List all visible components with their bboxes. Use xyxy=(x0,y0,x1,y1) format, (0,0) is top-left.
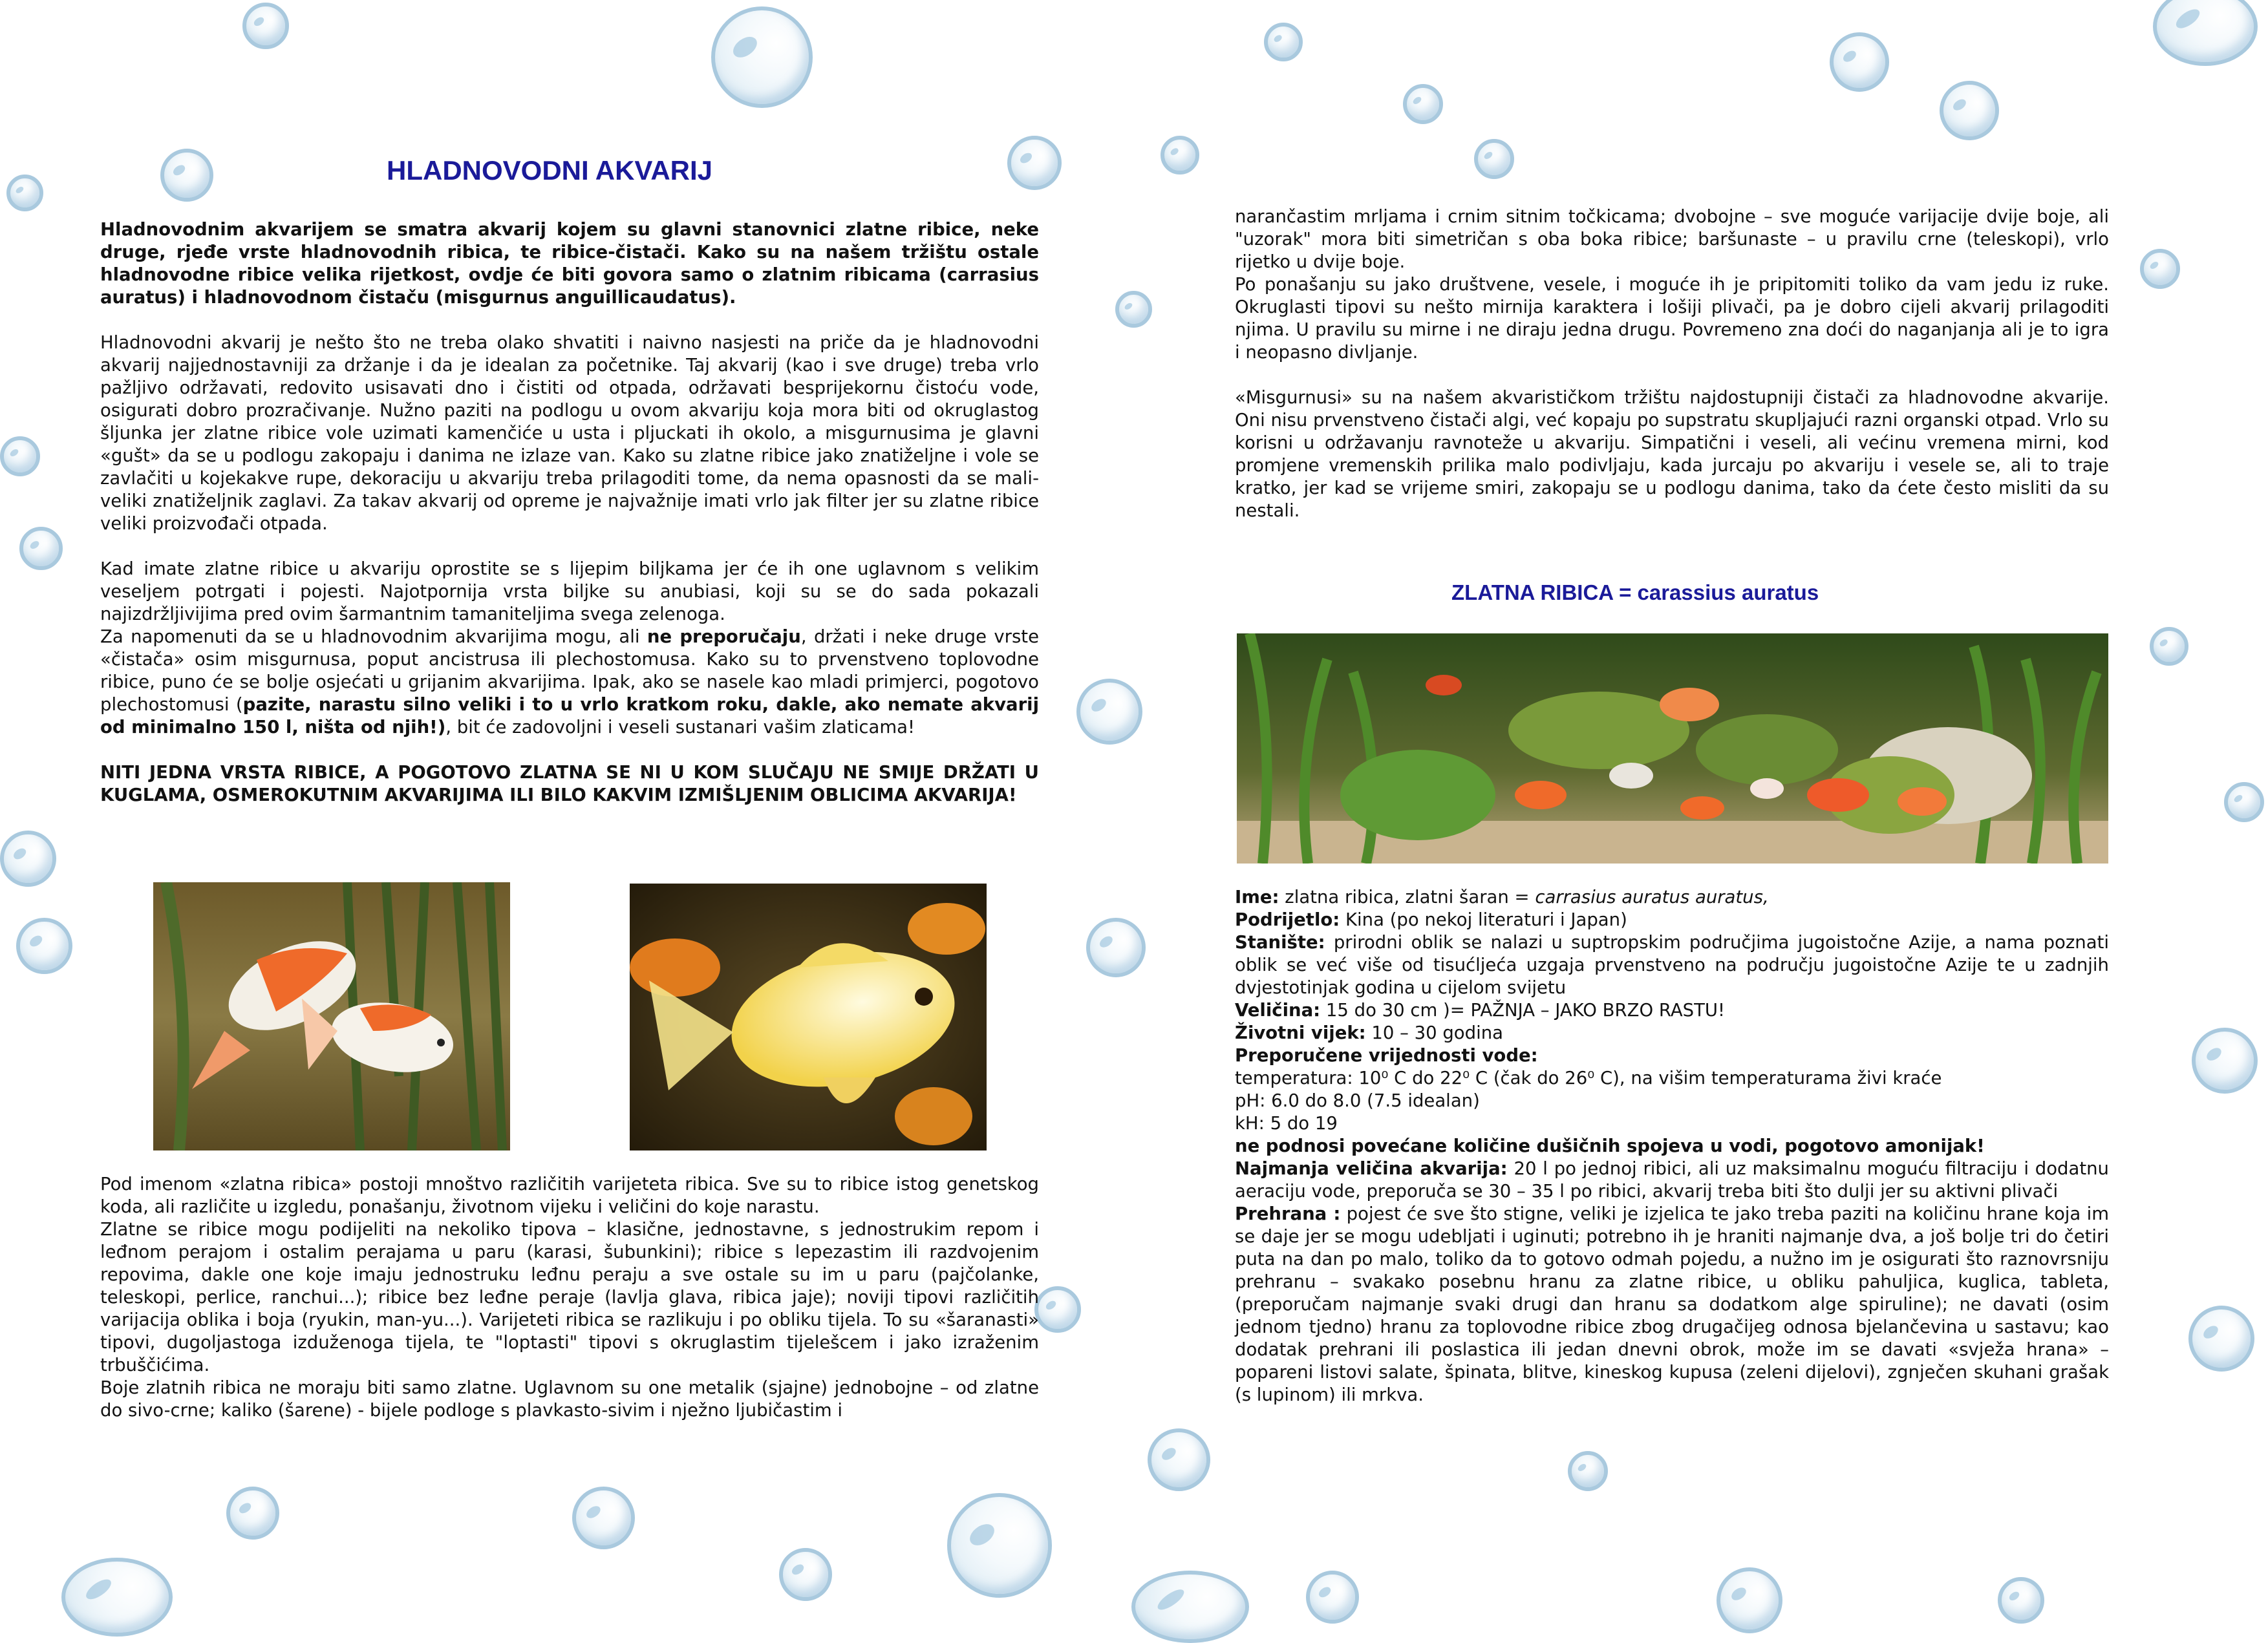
emphasis: pazite, narastu silno veliki i to u vrlo kratkom roku, dakle, ako nemate akvarij od minimalno 150 l, ništa od njih!) xyxy=(100,694,1039,737)
bubble xyxy=(1568,1451,1608,1491)
text-run: , držati i neke druge vrste «čistača» osim misgurnusa, poput ancistrusa ili plechostomusa. Kako su to prvenstveno toplovodne ribice, puno će se bolje osjećati u grijanim akvarijima. Ipak, ako se nasele kao mladi primjerci, pogotovo plechostomusi ( xyxy=(100,626,1040,715)
fact-ph: pH: 6.0 do 8.0 (7.5 idealan) xyxy=(1235,1090,1480,1111)
bubble xyxy=(2192,1028,2258,1094)
fact-value: pojest će sve što stigne, veliki je izjelica te jako treba paziti na količinu hrane koja im se daje jer se mogu udebljati i uginuti; potrebno ih je hraniti najmanje dva, a još bolje tri do četiri puta na dan po malo, toliko da to gotovo odmah pojedu, a nužno im je osigurati što raznovrsniju prehranu – svakako posebnu hranu za zlatne ribice, u obliku pahuljica, kuglica, tableta, (preporučam najmanje svaki drugi dan hranu sa dodatkom alge spiruline); ne davati (osim jednom tjedno) hranu za toplovodne ribice zbog drugačijeg odnosa bjelančevina u sastavu; kao dodatak prehrani ili poslastica ili jedan dnevni obrok, može im se davati «svježa hrana» – popareni listovi salate, špinata, blitve, kineskog kupusa (zeleni dijelovi), zgnječen skuhani grašak (s lupinom) ili mrkva. xyxy=(1235,1203,2110,1405)
bubble xyxy=(1131,1571,1249,1643)
fact-origin xyxy=(1235,909,2109,931)
bubble xyxy=(1264,23,1303,61)
bubble xyxy=(1830,32,1889,92)
fact-name xyxy=(1235,886,2109,909)
left-column-bottom xyxy=(100,1173,1039,1422)
bubble xyxy=(1007,136,1062,190)
fact-label: Ime: xyxy=(1235,887,1279,907)
fact-value: 15 do 30 cm )= PAŽNJA – JAKO BRZO RASTU! xyxy=(1320,1000,1726,1021)
intro-paragraph: Hladnovodnim akvarijem se smatra akvarij kojem su glavni stanovnici zlatne ribice, neke druge, rjeđe vrste hladnovodnih ribica, te ribice-čistači. Kako su na našem tržištu ostale hladnovodne ribice velika rijetkost, ovdje će biti govora samo o zlatnim ribicama (carrasius auratus) i hladnovodnom čistaču (misgurnus anguillicaudatus). xyxy=(100,219,1039,308)
text-run: Za napomenuti da se u hladnovodnim akvarijima mogu, ali xyxy=(100,626,647,647)
emphasis: ne preporučaju xyxy=(647,626,801,647)
fact-tank-size xyxy=(1235,1158,2109,1203)
bubble xyxy=(1161,136,1199,175)
fact-label: Životni vijek: xyxy=(1235,1023,1366,1043)
fact-lifespan xyxy=(1235,1022,2109,1044)
fact-label: Podrijetlo: xyxy=(1235,909,1340,930)
page-title: HLADNOVODNI AKVARIJ xyxy=(387,155,713,186)
paragraph: «Misgurnusi» su na našem akvarističkom tržištu najdostupniji čistači za hladnovodne akvarije. Oni nisu prvenstveno čistači algi, već kopaju po supstratu skupljajući razni organski otpad. Vrlo su korisni u održavanju ravnoteže u akvariju. Simpatični i veseli, ali većinu vremena mirni, kod promjene vremenskih prilika malo podivljaju, kada jurcaju po akvariju i vesele se, ali to traje kratko, jer kad se vrijeme smiri, zakopaju se u podlogu danima, tako da ćete često misliti da su nestali. xyxy=(1235,387,2109,521)
bubble xyxy=(572,1487,635,1549)
bubble xyxy=(2188,1306,2254,1372)
bubble xyxy=(1474,139,1514,179)
bubble xyxy=(1076,679,1142,745)
bubble xyxy=(711,6,813,108)
paragraph: Kad imate zlatne ribice u akvariju oprostite se s lijepim biljkama jer će ih one uglavnom s velikim veseljem potrgati i pojesti. Najotpornija vrsta biljke su anubiasi, koji su se do sada pokazali najizdržljivijima pred ovim šarmantnim tamaniteljima svega zelenoga. xyxy=(100,558,1039,624)
bubble xyxy=(1403,84,1443,124)
bubble xyxy=(2224,782,2264,822)
fact-value: 20 l po jednoj ribici, ali uz maksimalnu moguću filtraciju i dodatnu aeraciju vode, preporuča se 30 – 35 l po ribici, akvarij treba biti što dulji jer su aktivni plivači xyxy=(1235,1158,2109,1202)
fact-water-heading xyxy=(1235,1044,2109,1067)
bubble xyxy=(226,1487,279,1540)
fact-value: zlatna ribica, zlatni šaran = xyxy=(1279,887,1535,907)
fact-kh: kH: 5 do 19 xyxy=(1235,1113,1338,1134)
goldfish-photo-2 xyxy=(630,884,987,1150)
fact-temperature: temperatura: 10⁰ C do 22⁰ C (čak do 26⁰ C), na višim temperaturama živi kraće xyxy=(1235,1068,1942,1088)
warning-paragraph: NITI JEDNA VRSTA RIBICE, A POGOTOVO ZLATNA SE NI U KOM SLUČAJU NE SMIJE DRŽATI U KUGLAMA, OSMEROKUTNIM AKVARIJIMA ILI BILO KAKVIM IZMIŠLJENIM OBLICIMA AKVARIJA! xyxy=(100,762,1039,805)
bubble xyxy=(1086,918,1146,977)
fact-value: prirodni oblik se nalazi u suptropskim područjima jugoistočne Azije, a nama poznati oblik se već više od tisućljeća uzgaja prvenstveno na području jugoistočne Azije te u zadnjih dvjestotinjak godina u cijelom svijetu xyxy=(1235,932,2109,998)
bubble xyxy=(2150,627,2188,666)
right-column-top xyxy=(1235,206,2109,522)
bubble xyxy=(779,1548,832,1601)
bubble xyxy=(1940,81,1999,140)
fish-facts xyxy=(1235,886,2109,1406)
bubble xyxy=(242,3,289,49)
fact-habitat xyxy=(1235,931,2109,999)
bubble xyxy=(2153,0,2258,66)
bubble xyxy=(947,1493,1052,1598)
bubble xyxy=(16,918,72,974)
bubble xyxy=(1717,1567,1782,1633)
left-column-top xyxy=(100,218,1039,807)
paragraph: narančastim mrljama i crnim sitnim točkicama; dvobojne – sve moguće varijacije dvije boje, ali "uzorak" mora biti simetričan s oba boka ribice; baršunaste – u pravilu crne (teleskopi), vrlo rijetko u dvije boje. xyxy=(1235,206,2109,272)
paragraph: Po ponašanju su jako društvene, vesele, i moguće ih je pripitomiti toliko da vam jedu iz ruke. Okruglasti tipovi su nešto mirnija karaktera i lošiji plivači, pa je dobro cijeli akvarij prilagoditi njima. U pravilu su mirne i ne diraju jedna drugu. Povremeno zna doći do naganjanja ali je to igra i neopasno divljanje. xyxy=(1235,274,2109,363)
bubble xyxy=(1034,1286,1081,1333)
paragraph: Zlatne se ribice mogu podijeliti na nekoliko tipova – klasične, jednostavne, s jednostrukim repom i leđnom perajom i ostalim perajama u paru (karasi, šubunkini); ribice s lepezastim ili razdvojenim repovima, dakle one koje imaju jednostruku leđnu peraju a sve ostale su im u paru (pajčolanke, teleskopi, perlice, ranchui...); ribice bez leđne peraje (lavlja glava, ribica jaje); noviji tipovi različitih varijacija oblika i boja (ryukin, man-yu...). Varijeteti ribica se razlikuju i po obliku tijela. To su «šaranasti» tipovi, dugoljastoga izduženoga tijela, te "loptasti" tipovi s okruglastim tijelešcem i jako izraženim trbuščićima. xyxy=(100,1219,1039,1375)
paragraph xyxy=(100,626,1039,739)
bubble xyxy=(1306,1571,1359,1624)
bubble xyxy=(160,149,213,202)
bubble xyxy=(1998,1577,2044,1624)
fact-feeding xyxy=(1235,1203,2109,1406)
bubble xyxy=(61,1558,173,1637)
bubble xyxy=(0,831,56,887)
bubble xyxy=(19,527,63,570)
fact-value: Kina (po nekoj literaturi i Japan) xyxy=(1340,909,1627,930)
section-title: ZLATNA RIBICA = carassius auratus xyxy=(1451,580,1819,604)
bubble xyxy=(2140,249,2180,289)
paragraph: Boje zlatnih ribica ne moraju biti samo zlatne. Uglavnom su one metalik (sjajne) jednobojne – od zlatne do sivo-crne; kaliko (šarene) - bijele podloge s plavkasto-sivim i nježno ljubičastim i xyxy=(100,1377,1039,1421)
fact-size xyxy=(1235,999,2109,1022)
fact-label: Stanište: xyxy=(1235,932,1325,953)
text-run: , bit će zadovoljni i veseli sustanari vašim zlaticama! xyxy=(445,717,915,737)
fact-warning: ne podnosi povećane količine dušičnih spojeva u vodi, pogotovo amonijak! xyxy=(1235,1136,1985,1156)
paragraph: Hladnovodni akvarij je nešto što ne treba olako shvatiti i naivno nasjesti na priče da je hladnovodni akvarij najjednostavniji za držanje i da je idealan za početnike. Taj akvarij (kao i sve druge) treba vrlo pažljivo održavati, redovito usisavati dno i čistiti od otpada, održavati besprijekornu čistoću vode, osigurati dobro prozračivanje. Nužno paziti na podlogu u ovom akvariju koja mora biti od okruglastog šljunka jer zlatne ribice vole uzimati kamenčiće u usta i pljuckati ih okolo, a misgurnusima je glavni «gušt» da se u podlogu zakopaju i danima ne izlaze van. Kako su zlatne ribice jako znatiželjne i vole se zavlačiti u kojekakve rupe, dekoraciju u akvariju treba prilagoditi tome, da nema opasnosti da se mali-veliki znatiželjnik zaglavi. Za takav akvarij od opreme je najvažnije imati vrlo jak filter jer su zlatne ribice veliki proizvođači otpada. xyxy=(100,332,1039,534)
paragraph: Pod imenom «zlatna ribica» postoji mnoštvo različitih varijeteta ribica. Sve su to ribice istog genetskog koda, ali različite u izgledu, ponašanju, životnom vijeku i veličini do koje narastu. xyxy=(100,1174,1039,1217)
bubble xyxy=(1115,291,1152,328)
bubble xyxy=(1148,1428,1210,1491)
goldfish-photo-1 xyxy=(153,882,510,1150)
bubble xyxy=(6,175,43,211)
fact-label: Prehrana : xyxy=(1235,1203,1341,1224)
fact-value: 10 – 30 godina xyxy=(1365,1023,1503,1043)
fact-label: Veličina: xyxy=(1235,1000,1321,1021)
fact-label: Najmanja veličina akvarija: xyxy=(1235,1158,1508,1179)
fact-value-latin: carrasius auratus auratus, xyxy=(1535,887,1769,907)
bubble xyxy=(0,436,40,476)
fact-label: Preporučene vrijednosti vode: xyxy=(1235,1045,1538,1066)
aquarium-photo xyxy=(1237,633,2108,864)
